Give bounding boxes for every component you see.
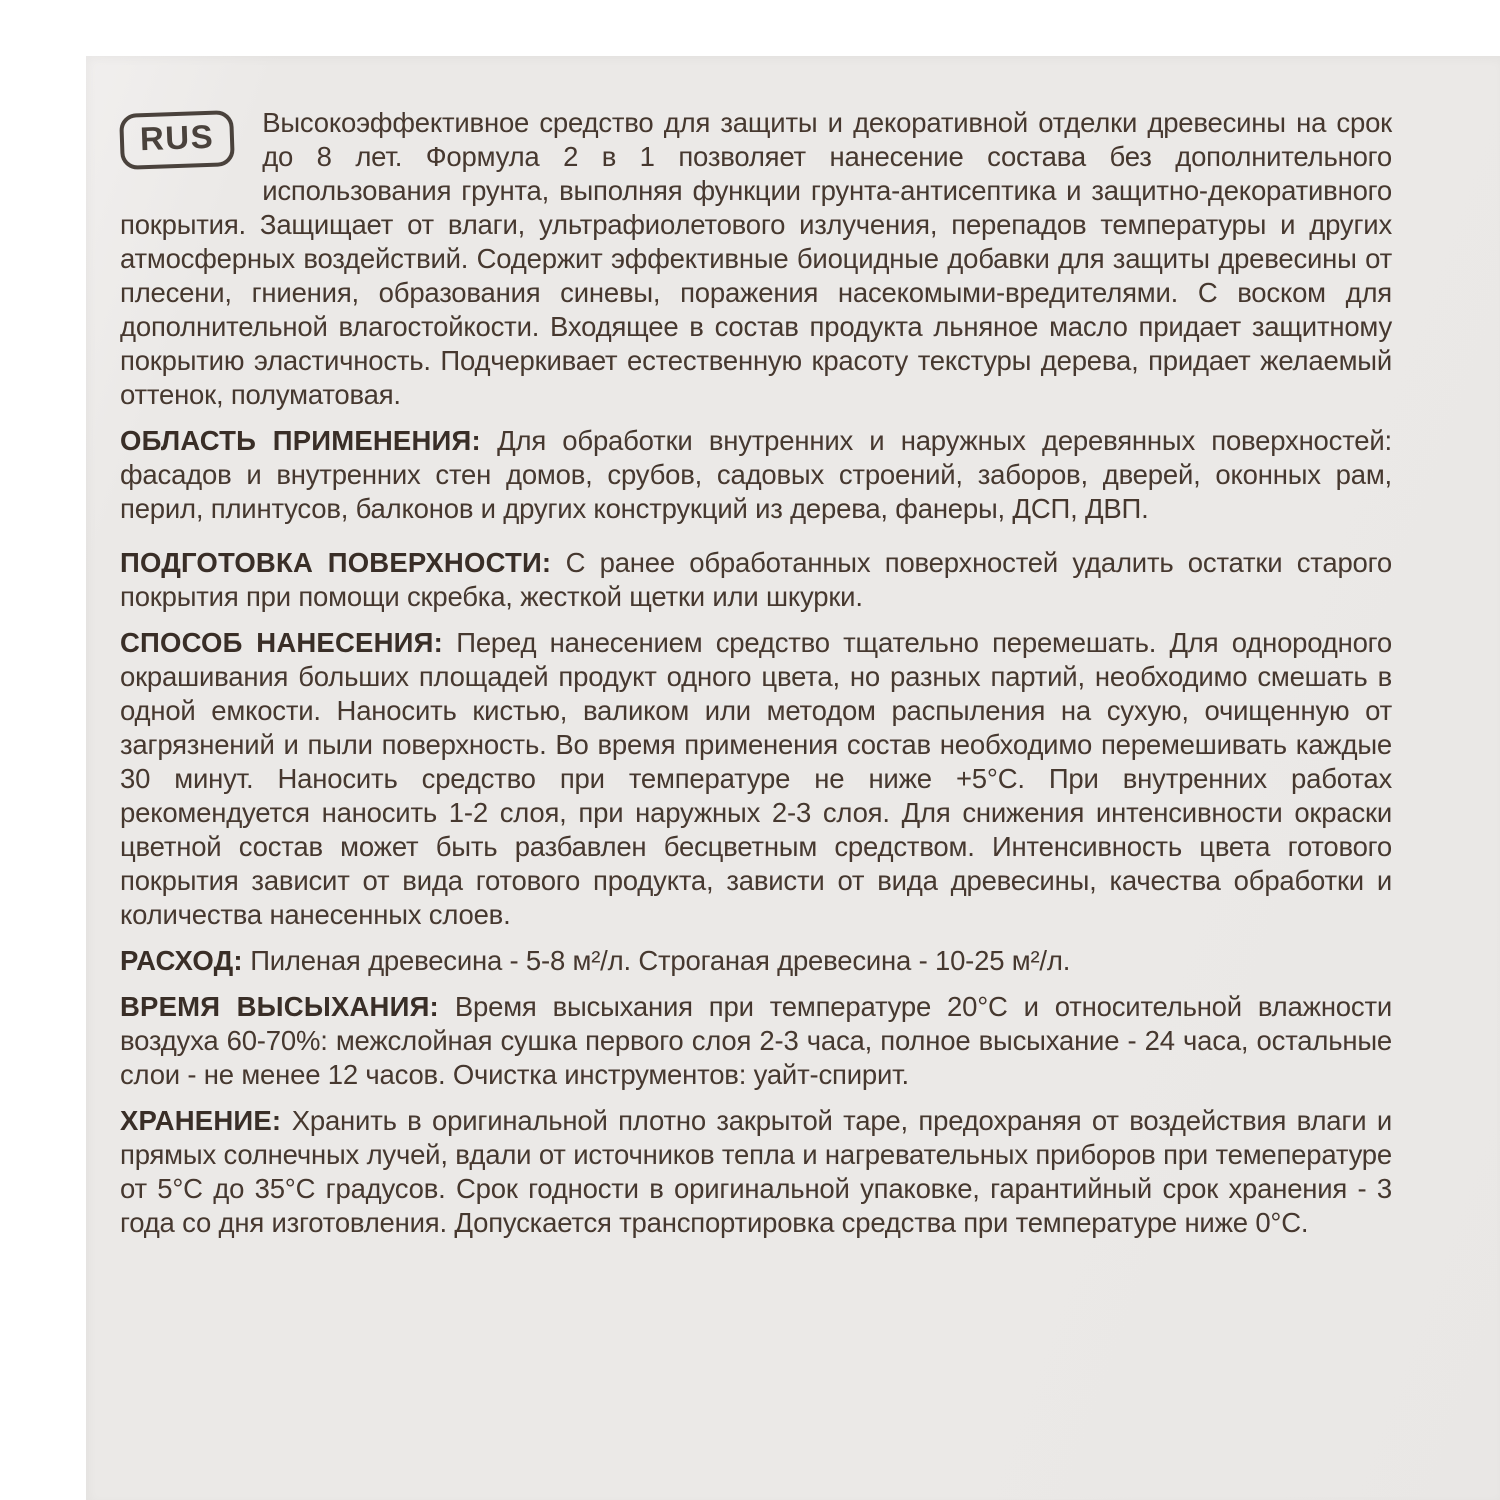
- surface-preparation-text: С ранее обработанных поверхностей удалить остатки старого покрытия при помощи скребка, жесткой щетки или шкурки.: [120, 547, 1392, 612]
- area-of-application-header: ОБЛАСТЬ ПРИМЕНЕНИЯ:: [120, 425, 481, 456]
- rus-badge-label: RUS: [139, 117, 215, 158]
- storage-header: ХРАНЕНИЕ:: [120, 1105, 282, 1136]
- section-storage: [120, 1104, 1392, 1240]
- area-of-application-text: Для обработки внутренних и наружных деревянных поверхностей: фасадов и внутренних стен домов, срубов, садовых строений, заборов, дверей, оконных рам, перил, плинтусов, балконов и других конструкций из дерева, фанеры, ДСП, ДВП.: [120, 425, 1392, 524]
- application-method-text: Перед нанесением средство тщательно перемешать. Для однородного окрашивания больших площадей продукт одного цвета, но разных партий, необходимо смешать в одной емкости. Наносить кистью, валиком или методом распыления на сухую, очищенную от загрязнений и пыли поверхность. Во время применения состав необходимо перемешивать каждые 30 минут. Наносить средство при температуре не ниже +5°С. При внутренних работах рекомендуется наносить 1-2 слоя, при наружных 2-3 слоя. Для снижения интенсивности окраски цветной состав может быть разбавлен бесцветным средством. Интенсивность цвета готового покрытия зависит от вида готового продукта, зависти от вида древесины, качества обработки и количества нанесенных слоев.: [120, 627, 1392, 930]
- drying-time-header: ВРЕМЯ ВЫСЫХАНИЯ:: [120, 991, 439, 1022]
- drying-time-text: Время высыхания при температуре 20°С и относительной влажности воздуха 60-70%: межслойная сушка первого слоя 2-3 часа, полное высыхание - 24 часа, остальные слои - не менее 12 часов. Очистка инструментов: уайт-спирит.: [120, 991, 1393, 1090]
- consumption-text: Пиленая древесина - 5-8 м²/л. Строганая древесина - 10-25 м²/л.: [250, 945, 1071, 976]
- section-application-method: [120, 626, 1392, 932]
- section-area-of-application: [120, 424, 1392, 526]
- consumption-header: РАСХОД:: [120, 945, 243, 976]
- surface-preparation-header: ПОДГОТОВКА ПОВЕРХНОСТИ:: [120, 547, 552, 578]
- label-text-block: [120, 106, 1392, 1252]
- section-drying-time: [120, 990, 1392, 1092]
- rus-language-badge: [119, 110, 235, 170]
- application-method-header: СПОСОБ НАНЕСЕНИЯ:: [120, 627, 443, 658]
- intro-text: Высокоэффективное средство для защиты и декоративной отделки древесины на срок до 8 лет. Формула 2 в 1 позволяет нанесение состава без дополнительного использования грунта, выполняя функции грунта-антисептика и защитно-декоративного покрытия. Защищает от влаги, ультрафиолетового излучения, перепадов температуры и других атмосферных воздействий. Содержит эффективные биоцидные добавки для защиты древесины от плесени, гниения, образования синевы, поражения насекомыми-вредителями. С воском для дополнительной влагостойкости. Входящее в состав продукта льняное масло придает защитному покрытию эластичность. Подчеркивает естественную красоту текстуры дерева, придает желаемый оттенок, полуматовая.: [120, 107, 1392, 410]
- storage-text: Хранить в оригинальной плотно закрытой таре, предохраняя от воздействия влаги и прямых солнечных лучей, вдали от источников тепла и нагревательных приборов при темепературе от 5°С до 35°С градусов. Срок годности в оригинальной упаковке, гарантийный срок хранения - 3 года со дня изготовления. Допускается транспортировка средства при температуре ниже 0°С.: [120, 1105, 1392, 1238]
- product-label: [86, 56, 1500, 1500]
- intro-paragraph: [120, 106, 1392, 412]
- section-surface-preparation: [120, 546, 1392, 614]
- section-consumption: [120, 944, 1392, 978]
